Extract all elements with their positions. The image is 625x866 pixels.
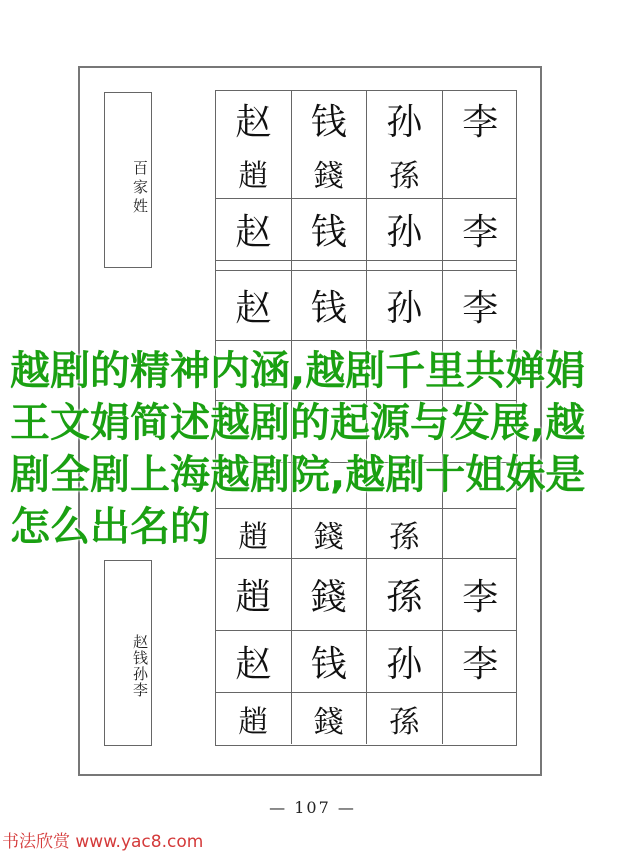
grid-row	[216, 147, 516, 199]
grid-row	[216, 261, 516, 271]
grid-cell: 錢	[292, 693, 368, 744]
sidebar-top-label: 百家姓	[131, 159, 149, 217]
grid-cell: 赵	[216, 631, 292, 692]
grid-cell: 孫	[367, 559, 443, 630]
grid-cell: 孫	[367, 509, 443, 558]
grid-cell: 趙	[216, 509, 292, 558]
grid-cell: 钱	[292, 631, 368, 692]
overlay-title: 越剧的精神内涵,越剧千里共婵娟王文娟简述越剧的起源与发展,越剧全剧上海越剧院,越剧十姐妹是怎么出名的	[10, 348, 586, 550]
sidebar-bottom-label: 赵钱孙李	[131, 634, 149, 698]
grid-cell: 孙	[367, 631, 443, 692]
grid-cell: 李	[462, 644, 499, 685]
grid-cell: 趙	[216, 693, 292, 744]
sidebar-bottom-box	[104, 560, 152, 746]
grid-cell: 錢	[292, 559, 368, 630]
grid-cell: 孙	[367, 271, 443, 340]
grid-row	[216, 559, 516, 631]
grid-cell: 李	[462, 212, 499, 253]
grid-cell: 孙	[367, 199, 443, 260]
grid-cell: 孙	[367, 91, 443, 147]
grid-cell: 赵	[216, 271, 292, 340]
grid-cell: 李	[462, 101, 499, 143]
grid-cell: 趙	[216, 147, 292, 198]
sidebar-top-box	[104, 92, 152, 268]
grid-cell: 趙	[216, 559, 292, 630]
grid-cell: 钱	[292, 199, 368, 260]
grid-cell: 李	[462, 288, 499, 329]
grid-cell	[292, 261, 368, 270]
grid-row	[216, 631, 516, 693]
grid-cell	[216, 261, 292, 270]
grid-cell: 孫	[367, 693, 443, 744]
grid-row	[216, 91, 516, 147]
grid-cell: 李	[462, 577, 499, 618]
grid-cell	[443, 693, 519, 744]
grid-row	[216, 271, 516, 341]
grid-cell	[443, 261, 519, 270]
grid-cell	[443, 147, 519, 198]
grid-cell: 錢	[292, 147, 368, 198]
grid-cell: 孫	[367, 147, 443, 198]
grid-row	[216, 693, 516, 744]
page-number: — 107 —	[269, 798, 356, 817]
grid-cell: 錢	[292, 509, 368, 558]
grid-cell	[367, 261, 443, 270]
watermark: 书法欣赏 www.yac8.com	[2, 832, 204, 852]
grid-cell: 赵	[216, 199, 292, 260]
grid-cell: 钱	[292, 91, 368, 147]
grid-cell: 赵	[216, 91, 292, 147]
grid-row	[216, 199, 516, 261]
grid-cell: 钱	[292, 271, 368, 340]
